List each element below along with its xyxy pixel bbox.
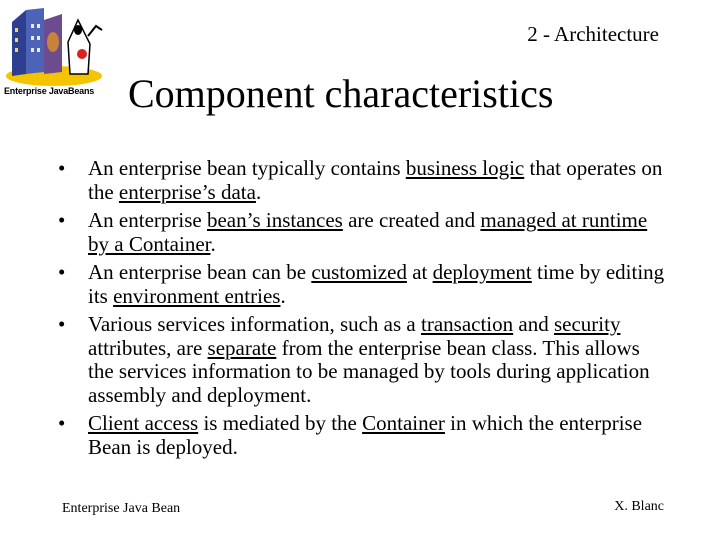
- bullet-icon: •: [58, 411, 66, 435]
- bullet-text-segment: An enterprise: [88, 208, 207, 232]
- bullet-icon: •: [58, 156, 66, 180]
- bullet-icon: •: [58, 312, 66, 336]
- bullet-text: [88, 260, 664, 308]
- bullet-text: [88, 208, 647, 256]
- underlined-term: enterprise’s data: [118, 179, 256, 204]
- bullet-text-segment: attributes, are: [88, 335, 208, 360]
- bullet-text: [88, 312, 650, 407]
- bullet-item: [58, 313, 668, 407]
- underlined-term: bean’s instances: [206, 208, 343, 232]
- section-label: 2 - Architecture: [527, 22, 659, 46]
- underlined-term: managed at runtime by a Container: [88, 208, 648, 256]
- bullet-text-segment: is mediated by the: [198, 411, 363, 435]
- bullet-text-segment: An enterprise bean typically contains: [88, 156, 406, 180]
- bullet-text-segment: Various services information, such as a: [88, 312, 421, 336]
- underlined-term: separate: [207, 335, 277, 360]
- underlined-term: Client access: [88, 411, 199, 435]
- underlined-term: transaction: [421, 312, 514, 336]
- underlined-term: security: [553, 312, 621, 336]
- footer-author: X. Blanc: [614, 499, 664, 514]
- bullet-text-segment: .: [255, 179, 262, 204]
- underlined-term: Container: [362, 411, 445, 435]
- bullet-text-segment: time by editing its: [88, 260, 665, 308]
- slide-title: Component characteristics: [128, 71, 554, 116]
- bullet-text-segment: are created and: [342, 208, 481, 232]
- bullet-text-segment: at: [406, 260, 433, 284]
- bullet-text: [88, 156, 662, 204]
- bullet-list: [58, 157, 668, 464]
- bullet-text-segment: .: [210, 231, 216, 256]
- underlined-term: deployment: [432, 260, 532, 284]
- bullet-text-segment: .: [280, 283, 286, 308]
- bullet-text: [88, 411, 642, 459]
- underlined-term: customized: [311, 260, 407, 284]
- bullet-icon: •: [58, 208, 66, 232]
- footer-course-title: Enterprise Java Bean: [62, 501, 181, 516]
- logo-graphic: [4, 2, 104, 88]
- bullet-text-segment: An enterprise bean can be: [88, 260, 312, 284]
- bullet-text-segment: in which the enterprise Bean is deployed.: [88, 411, 643, 459]
- underlined-term: environment entries: [113, 283, 281, 308]
- bullet-text-segment: and: [513, 312, 554, 336]
- bullet-item: [58, 412, 668, 459]
- underlined-term: business logic: [405, 156, 525, 180]
- logo-caption: Enterprise JavaBeans: [4, 86, 95, 96]
- bullet-text-segment: from the enterprise bean class. This allows the services information to be managed by tools during application assembly and deployment.: [88, 335, 650, 407]
- bullet-text-segment: that operates on the: [88, 156, 663, 204]
- bullet-item: [58, 209, 668, 256]
- bullet-item: [58, 157, 668, 204]
- bullet-item: [58, 261, 668, 308]
- bullet-icon: •: [58, 260, 66, 284]
